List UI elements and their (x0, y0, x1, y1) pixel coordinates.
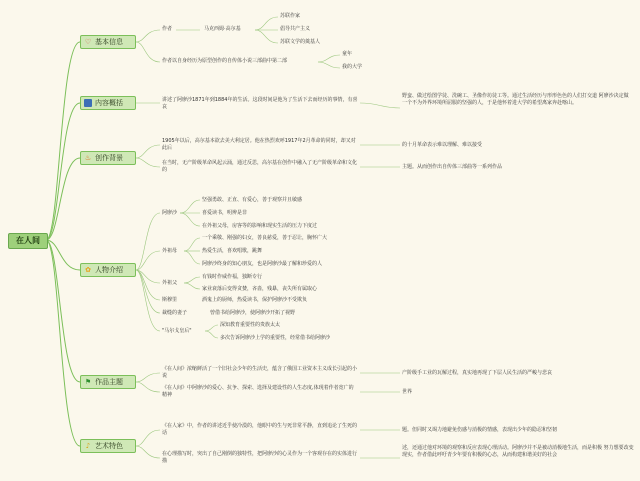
branch-label: 艺术特色 (95, 442, 123, 450)
art-text-2: 在心理描写时，突出了自己刚倒的独特性，把阿廖沙的心灵作为一个客观存在的实体进行描 (162, 451, 358, 464)
author-title-1: 苏联作家 (280, 13, 301, 19)
fire-icon: ♨ (84, 154, 92, 162)
character-grandfather: 外祖父 (162, 280, 178, 286)
book-icon (84, 99, 92, 107)
art-continuation-2: 述，还通过他对环境的观察和反应表现心理活动。阿廖沙并不是被动消极地生活，而是积极 努力想要改变现实，作者借此呼吁青少年要有积极的心态，从而构建和谐美好的社会 (402, 445, 634, 458)
work-description: 作者以自身经历为原型创作的自传体小说三部曲中第二部 (162, 58, 288, 64)
summary-continuation: 野蛮、做过绘图学徒、洗碗工、圣像作坊徒工等。通过生活经历与形形色色的人们打交道 阿廖沙决定做一个不为外界环境所屈服的坚强的人，于是他怀着进大学的希望离家奔赴喀山。 (402, 93, 629, 106)
branch-background[interactable] (80, 151, 136, 165)
character-grandmother: 外祖母 (162, 248, 178, 254)
character-alyosha: 阿廖沙 (162, 210, 178, 216)
background-text-1: 1905年以后，高尔基本欲去美大利定居。他在热烈欢呼1917年2月革命的同时，却又对此后 (162, 138, 356, 151)
branch-label: 创作背景 (95, 154, 123, 162)
author-name: 马克西姆·高尔基 (204, 26, 241, 32)
branch-basic-info[interactable] (80, 35, 136, 49)
trilogy-university: 我的大学 (342, 64, 363, 70)
author-title-3: 苏联文学的奠基人 (280, 39, 321, 45)
character-smury: 斯穆里 (162, 297, 178, 303)
trilogy-childhood: 童年 (342, 51, 353, 57)
branch-summary[interactable] (80, 96, 136, 110)
grandfather-trait: 有钱时作威作福，独断专行 (202, 274, 263, 280)
branch-label: 内容概括 (95, 99, 123, 107)
branch-characters[interactable] (80, 263, 136, 277)
author-key: 作者 (162, 26, 173, 32)
grandmother-trait: 阿廖沙终身的知心朋友，也是阿廖沙最了解和珍爱的人 (202, 261, 323, 267)
tailor-wife-desc: 曾借书给阿廖沙，使阿廖沙开拓了视野 (210, 310, 296, 316)
grandmother-trait: 热爱生活，喜欢唱歌，跳舞 (202, 248, 263, 254)
art-continuation-1: 题。但同时又竭力地避免伤感与消极的情感，表现出少年的隐忍和坚韧 (402, 427, 558, 433)
bell-icon: ♪ (85, 442, 91, 450)
grandfather-trait: 家业衰落后变得贪婪，吝啬，残暴，丧失所有属取心 (202, 286, 318, 292)
background-text-2: 在当时，无产阶级革命风起云涌，通过反思，高尔基在创作中融入了无产阶级革命和文化的 (162, 160, 358, 173)
art-text-1: 《在人家》中，作者的讲述近乎使冷漠的，他眼中的生与死非常平静，直到追论了生死的话 (162, 423, 358, 436)
character-queen-margot: "马尔戈皇后" (162, 328, 192, 334)
heart-icon: ♡ (84, 38, 92, 46)
alyosha-trait: 在外祖父母，房客等的影响和现实生活的压力下度过 (202, 223, 318, 229)
queen-margot-desc-1: 深知教育重要性的贵族太太 (220, 322, 281, 328)
background-continuation-1: 的十月革命表示难以理解、难以接受 (402, 142, 483, 148)
branch-label: 作品主题 (95, 378, 123, 386)
background-continuation-2: 主题。从而创作出自传体三部曲等一系列作品 (402, 164, 503, 170)
queen-margot-desc-2: 多次告诉阿廖沙上学的重要性，经常借书给阿廖沙 (220, 335, 331, 341)
theme-continuation-1: 产阶级手工业的瓦解过程，真实地再现了下层人民生活的严峻与悲哀 (402, 370, 553, 376)
theme-continuation-2: 世界 (402, 389, 413, 395)
summary-text: 讲述了阿廖沙1871年到1884年的生活。这段时间是他为了生活下去而经历的事情，有喜哀 (162, 97, 358, 110)
character-tailor-wife: 裁缝的妻子 (162, 310, 188, 316)
theme-text-2: 《在人间》中阿廖沙的爱心、抗争、探索、选择及建设性的人生态度,体现着作者宽广的精神 (162, 385, 354, 398)
flower-icon: ✿ (85, 266, 91, 274)
alyosha-trait: 喜爱读书，明辨是非 (202, 210, 248, 216)
alyosha-trait: 坚强勇敢、正直、有爱心，善于观察并且敏感 (202, 197, 303, 203)
smury-desc: 酒鬼上的厨师，热爱读书，保护阿廖沙不受欺负 (202, 297, 308, 303)
branch-theme[interactable] (80, 375, 136, 389)
branch-art[interactable] (80, 439, 136, 453)
branch-label: 人物介绍 (95, 266, 123, 274)
grandmother-trait: 一个乘敬、刚强的妇女，善良慈爱，善于忍让，胸怀广大 (202, 235, 328, 241)
branch-label: 基本信息 (95, 38, 123, 46)
flag-icon: ⚑ (84, 378, 92, 386)
author-title-2: 倡导共产主义 (280, 26, 311, 32)
theme-text-1: 《在人间》浓缩鲜活了一个旧社会少年的生活史，蕴含了俄国工业资本主义成长引起的小说 (162, 366, 358, 379)
root-node[interactable]: 在人间 (8, 233, 48, 249)
